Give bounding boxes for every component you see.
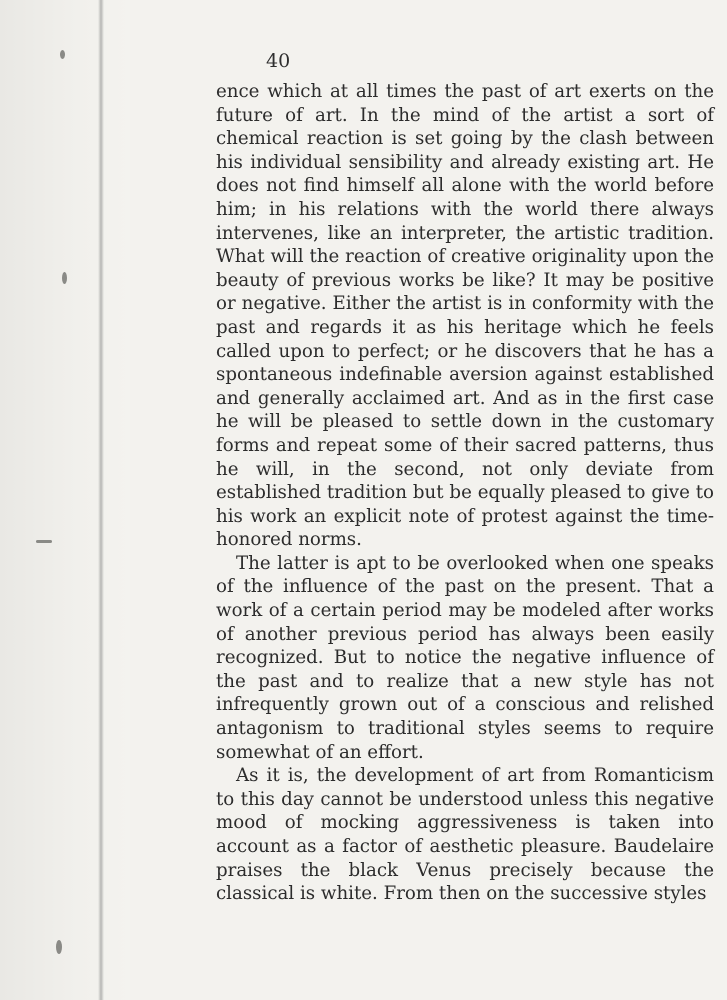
gutter-speck bbox=[60, 50, 65, 59]
gutter-speck bbox=[56, 940, 62, 954]
page-number: 40 bbox=[266, 50, 291, 72]
book-spine-shadow bbox=[98, 0, 104, 1000]
page-gutter bbox=[0, 0, 130, 1000]
gutter-speck bbox=[36, 540, 52, 543]
paragraph: As it is, the development of art from Romanticism to this day cannot be understood unless this negative mood of mocking aggressiveness is taken into account as a factor of aesthetic pleasure. Baudelaire praises the black Venus precisely because the classical is white. From then on the successive styles bbox=[216, 765, 714, 905]
paragraph: ence which at all times the past of art exerts on the future of art. In the mind of the artist a sort of chemical reaction is set going by the clash between his individual sensibility and already existing art. He does not find himself all alone with the world before him; in his relations with the world there always intervenes, like an interpreter, the artistic tradition. What will the reaction of creative originality upon the beauty of previous works be like? It may be positive or negative. Either the artist is in conformity with the past and regards it as his heritage which he feels called upon to perfect; or he discovers that he has a spontaneous indefinable aversion against established and generally acclaimed art. And as in the first case he will be pleased to settle down in the customary forms and repeat some of their sacred patterns, thus he will, in the second, not only deviate from established tradition but be equally pleased to give to his work an explicit note of protest against the time-honored norms. bbox=[216, 81, 714, 551]
gutter-speck bbox=[62, 272, 67, 284]
body-text bbox=[216, 80, 714, 906]
paragraph: The latter is apt to be overlooked when one speaks of the influence of the past on the present. That a work of a certain period may be modeled after works of another previous period has always been easily recognized. But to notice the negative influence of the past and to realize that a new style has not infrequently grown out of a conscious and relished antagonism to traditional styles seems to require somewhat of an effort. bbox=[216, 552, 714, 763]
